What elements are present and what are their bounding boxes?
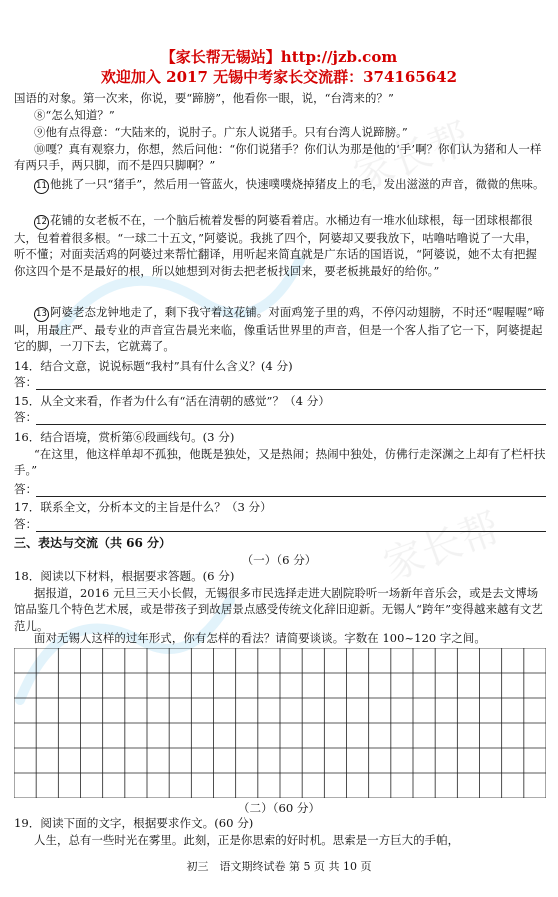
paragraph-number: ⑨ <box>34 125 46 139</box>
story-paragraph-12 <box>14 212 546 279</box>
watermark-text-top: 家长帮 <box>347 115 477 200</box>
answer-line[interactable] <box>36 389 546 390</box>
story-paragraph-continued: 国语的对象。第一次来，你说，要“蹄膀”，他看你一眼，说，“台湾来的？” <box>14 91 394 105</box>
answer-label: 答： <box>14 375 38 389</box>
paragraph-text: 阿婆老态龙钟地走了，剩下我守着这花铺。对面鸡笼子里的鸡，不停闪动翅膀，不时还“喔喔喔”啼叫，用最庄严、最专业的声音宣告晨光来临，像重话世界里的声音，但是一个客人指了它一下，阿婆提起它的脚，一刀下去，它就蔫了。 <box>14 305 545 354</box>
watermark-text-bottom: 家长帮 <box>377 505 507 590</box>
story-paragraph-13 <box>14 304 546 355</box>
question-16-quote: “在这里，他这样单却不孤独，他既是独处，又是热闹；热闹中独处，仿佛行走深渊之上却有了栏杆扶手。” <box>14 447 546 478</box>
page-footer: 初三 语文期终试卷 第 5 页 共 10 页 <box>186 860 372 873</box>
paragraph-text: “怎么知道？” <box>45 108 115 122</box>
paragraph-number: ⑩ <box>34 142 46 156</box>
answer-line[interactable] <box>36 531 546 532</box>
answer-line[interactable] <box>36 424 546 425</box>
question-15: 15．从全文来看，作者为什么有“活在清朝的感觉”？（4 分） <box>14 394 330 408</box>
paragraph-number: 12 <box>34 215 49 230</box>
paragraph-text: 花铺的女老板不在，一个脑后梳着发髻的阿婆看着店。水桶边有一堆水仙球根，每一团球根都很大，包着着很多根。“一球二十五文，”阿婆说。我挑了四个，阿婆却又要我放下，咕噜咕噜说了一大串，听不懂；对面卖活鸡的阿婆过来帮忙翻译，用听起来简直就是广东话的国语说，“阿婆说，她不太有把握你这四个是不是最好的根，所以她想到对街去把老板找回来，要老板挑最好的给你。” <box>14 213 538 278</box>
story-paragraph-8 <box>14 107 546 123</box>
paragraph-number: 13 <box>34 307 49 322</box>
question-19: 19．阅读下面的文字，根据要求作文。(60 分) <box>14 816 254 830</box>
writing-grid[interactable] <box>14 648 546 798</box>
question-18-task: 面对无锡人这样的过年形式，你有怎样的看法？请简要谈谈。字数在 100~120 字之间。 <box>34 631 486 645</box>
answer-label: 答： <box>14 517 38 531</box>
paragraph-text: 嘎？真有观察力，你想，然后问他：“你们说猪手？你们认为那是他的‘手’啊？你们认为猪和人一样有两只手，两只脚，而不是四只脚啊？” <box>14 142 542 173</box>
paragraph-number: 11 <box>34 179 49 194</box>
question-18-material: 据报道，2016 元旦三天小长假，无锡很多市民选择走进大剧院聆听一场新年音乐会，或是去文博场馆品鉴几个特色艺术展，或是带孩子到故居景点感受传统文化辞旧迎新。无锡人“跨年”变得越来越有文艺范儿。 <box>14 586 543 633</box>
site-banner-link[interactable]: 【家长帮无锡站】http://jzb.com <box>160 48 398 66</box>
paragraph-text: 他挑了一只“猪手”，然后用一管蓝火，快速噗噗烧掉猪皮上的毛，发出滋滋的声音，微微的焦味。 <box>50 177 545 191</box>
question-14: 14．结合文意，说说标题“我村”具有什么含义？(4 分) <box>14 359 293 373</box>
question-19-text: 人生，总有一些时光在雾里。此刻，正是你思索的好时机。思索是一方巨大的手帕， <box>34 833 460 847</box>
story-paragraph-11 <box>14 176 546 194</box>
question-17: 17．联系全文，分析本文的主旨是什么？（3 分） <box>14 500 272 514</box>
paragraph-text: 他有点得意：“大陆来的，说肘子。广东人说猪手。只有台湾人说蹄膀。” <box>45 125 408 139</box>
paragraph-number: ⑧ <box>34 108 46 122</box>
part-2-heading: （二）（60 分） <box>237 801 321 815</box>
section-3-title: 三、表达与交流（共 66 分） <box>14 536 172 550</box>
answer-label: 答： <box>14 482 38 496</box>
question-18: 18．阅读以下材料，根据要求答题。(6 分) <box>14 569 235 583</box>
story-paragraph-9 <box>14 124 546 140</box>
group-banner: 欢迎加入 2017 无锡中考家长交流群：374165642 <box>100 68 458 86</box>
part-1-heading: （一）（6 分） <box>241 553 317 567</box>
story-paragraph-10 <box>14 141 546 174</box>
answer-label: 答： <box>14 410 38 424</box>
answer-line[interactable] <box>36 496 546 497</box>
question-16: 16．结合语境，赏析第⑥段画线句。(3 分) <box>14 430 235 444</box>
